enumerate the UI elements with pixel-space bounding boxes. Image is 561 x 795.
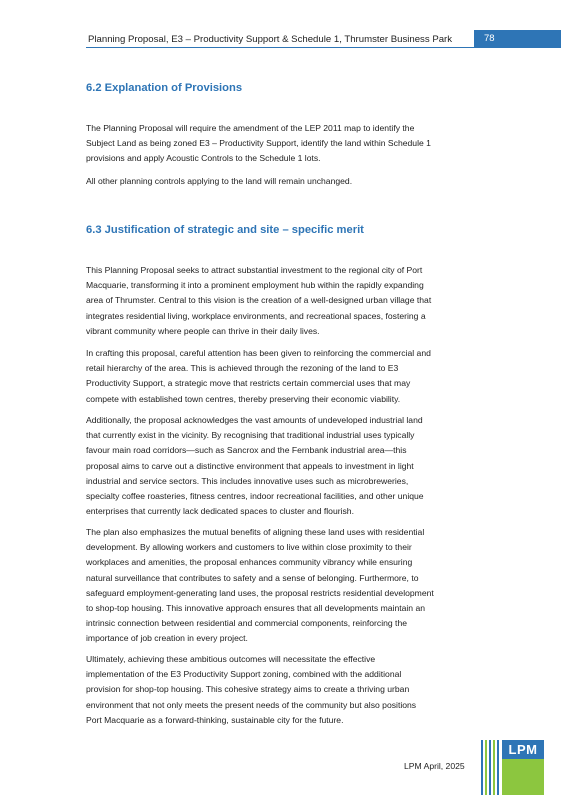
page-number: 78 xyxy=(474,30,561,48)
footer-date: LPM April, 2025 xyxy=(404,761,465,771)
paragraph: This Planning Proposal seeks to attract substantial investment to the regional city of Port Macquarie, transforming it into a prominent employment hub within the rapidly expanding area of Thrumster. Central to this vision is the creation of a well-designed urban village that integrates residential living, workplace environments, and recreational spaces, fostering a vibrant community where people can thrive in their daily lives. xyxy=(86,265,432,336)
logo-text: LPM xyxy=(502,740,544,759)
logo-green-block xyxy=(502,759,544,795)
paragraph: The Planning Proposal will require the amendment of the LEP 2011 map to identify the Subject Land as being zoned E3 – Productivity Support, identify the land within Schedule 1 provisions and apply Acoustic Controls to the Schedule 1 lots. xyxy=(86,123,431,164)
paragraph: Additionally, the proposal acknowledges the vast amounts of undeveloped industrial land that currently exist in the vicinity. By recognising that traditional industrial uses typically favour main road corridors—such as Sancrox and the Fernbank industrial area—this proposal aims to carve out a distinctive environment that appeals to investment in light industrial and service sectors. This includes innovative uses such as microbreweries, specialty coffee roasteries, fitness centres, indoor recreational facilities, and other unique enterprises that currently lack dedicated spaces to cluster and flourish. xyxy=(86,415,424,517)
lpm-logo xyxy=(502,740,544,795)
header-title: Planning Proposal, E3 – Productivity Support & Schedule 1, Thrumster Business Park xyxy=(88,34,453,45)
paragraph: The plan also emphasizes the mutual benefits of aligning these land uses with residential development. By allowing workers and customers to live within close proximity to their workplaces and amenities, the proposal enhances community vibrancy while ensuring natural surveillance that contributes to safety and a sense of belonging. Furthermore, to safeguard employment-generating land uses, the proposal restricts residential development to shop-top housing. This innovative approach ensures that all developments maintain an intrinsic connection between residential and commercial components, reinforcing the importance of job creation in every project. xyxy=(86,527,434,644)
paragraph: All other planning controls applying to the land will remain unchanged. xyxy=(86,176,353,186)
logo-stripes xyxy=(481,740,501,795)
section-heading-explanation: 6.2 Explanation of Provisions xyxy=(86,82,243,94)
paragraph: In crafting this proposal, careful attention has been given to reinforcing the commercial and retail hierarchy of the area. This is achieved through the rezoning of the land to E3 Productivity Support, a strategic move that restricts certain commercial uses that may compete with established town centres, thereby preserving their economic viability. xyxy=(86,348,431,404)
section-heading-justification: 6.3 Justification of strategic and site – specific merit xyxy=(86,224,364,236)
header-divider xyxy=(86,47,474,48)
paragraph: Ultimately, achieving these ambitious outcomes will necessitate the effective implementation of the E3 Productivity Support zoning, combined with the additional provision for shop-top housing. This cohesive strategy aims to create a thriving urban environment that not only meets the present needs of the community but also positions Port Macquarie as a forward-thinking, sustainable city for the future. xyxy=(86,654,417,725)
